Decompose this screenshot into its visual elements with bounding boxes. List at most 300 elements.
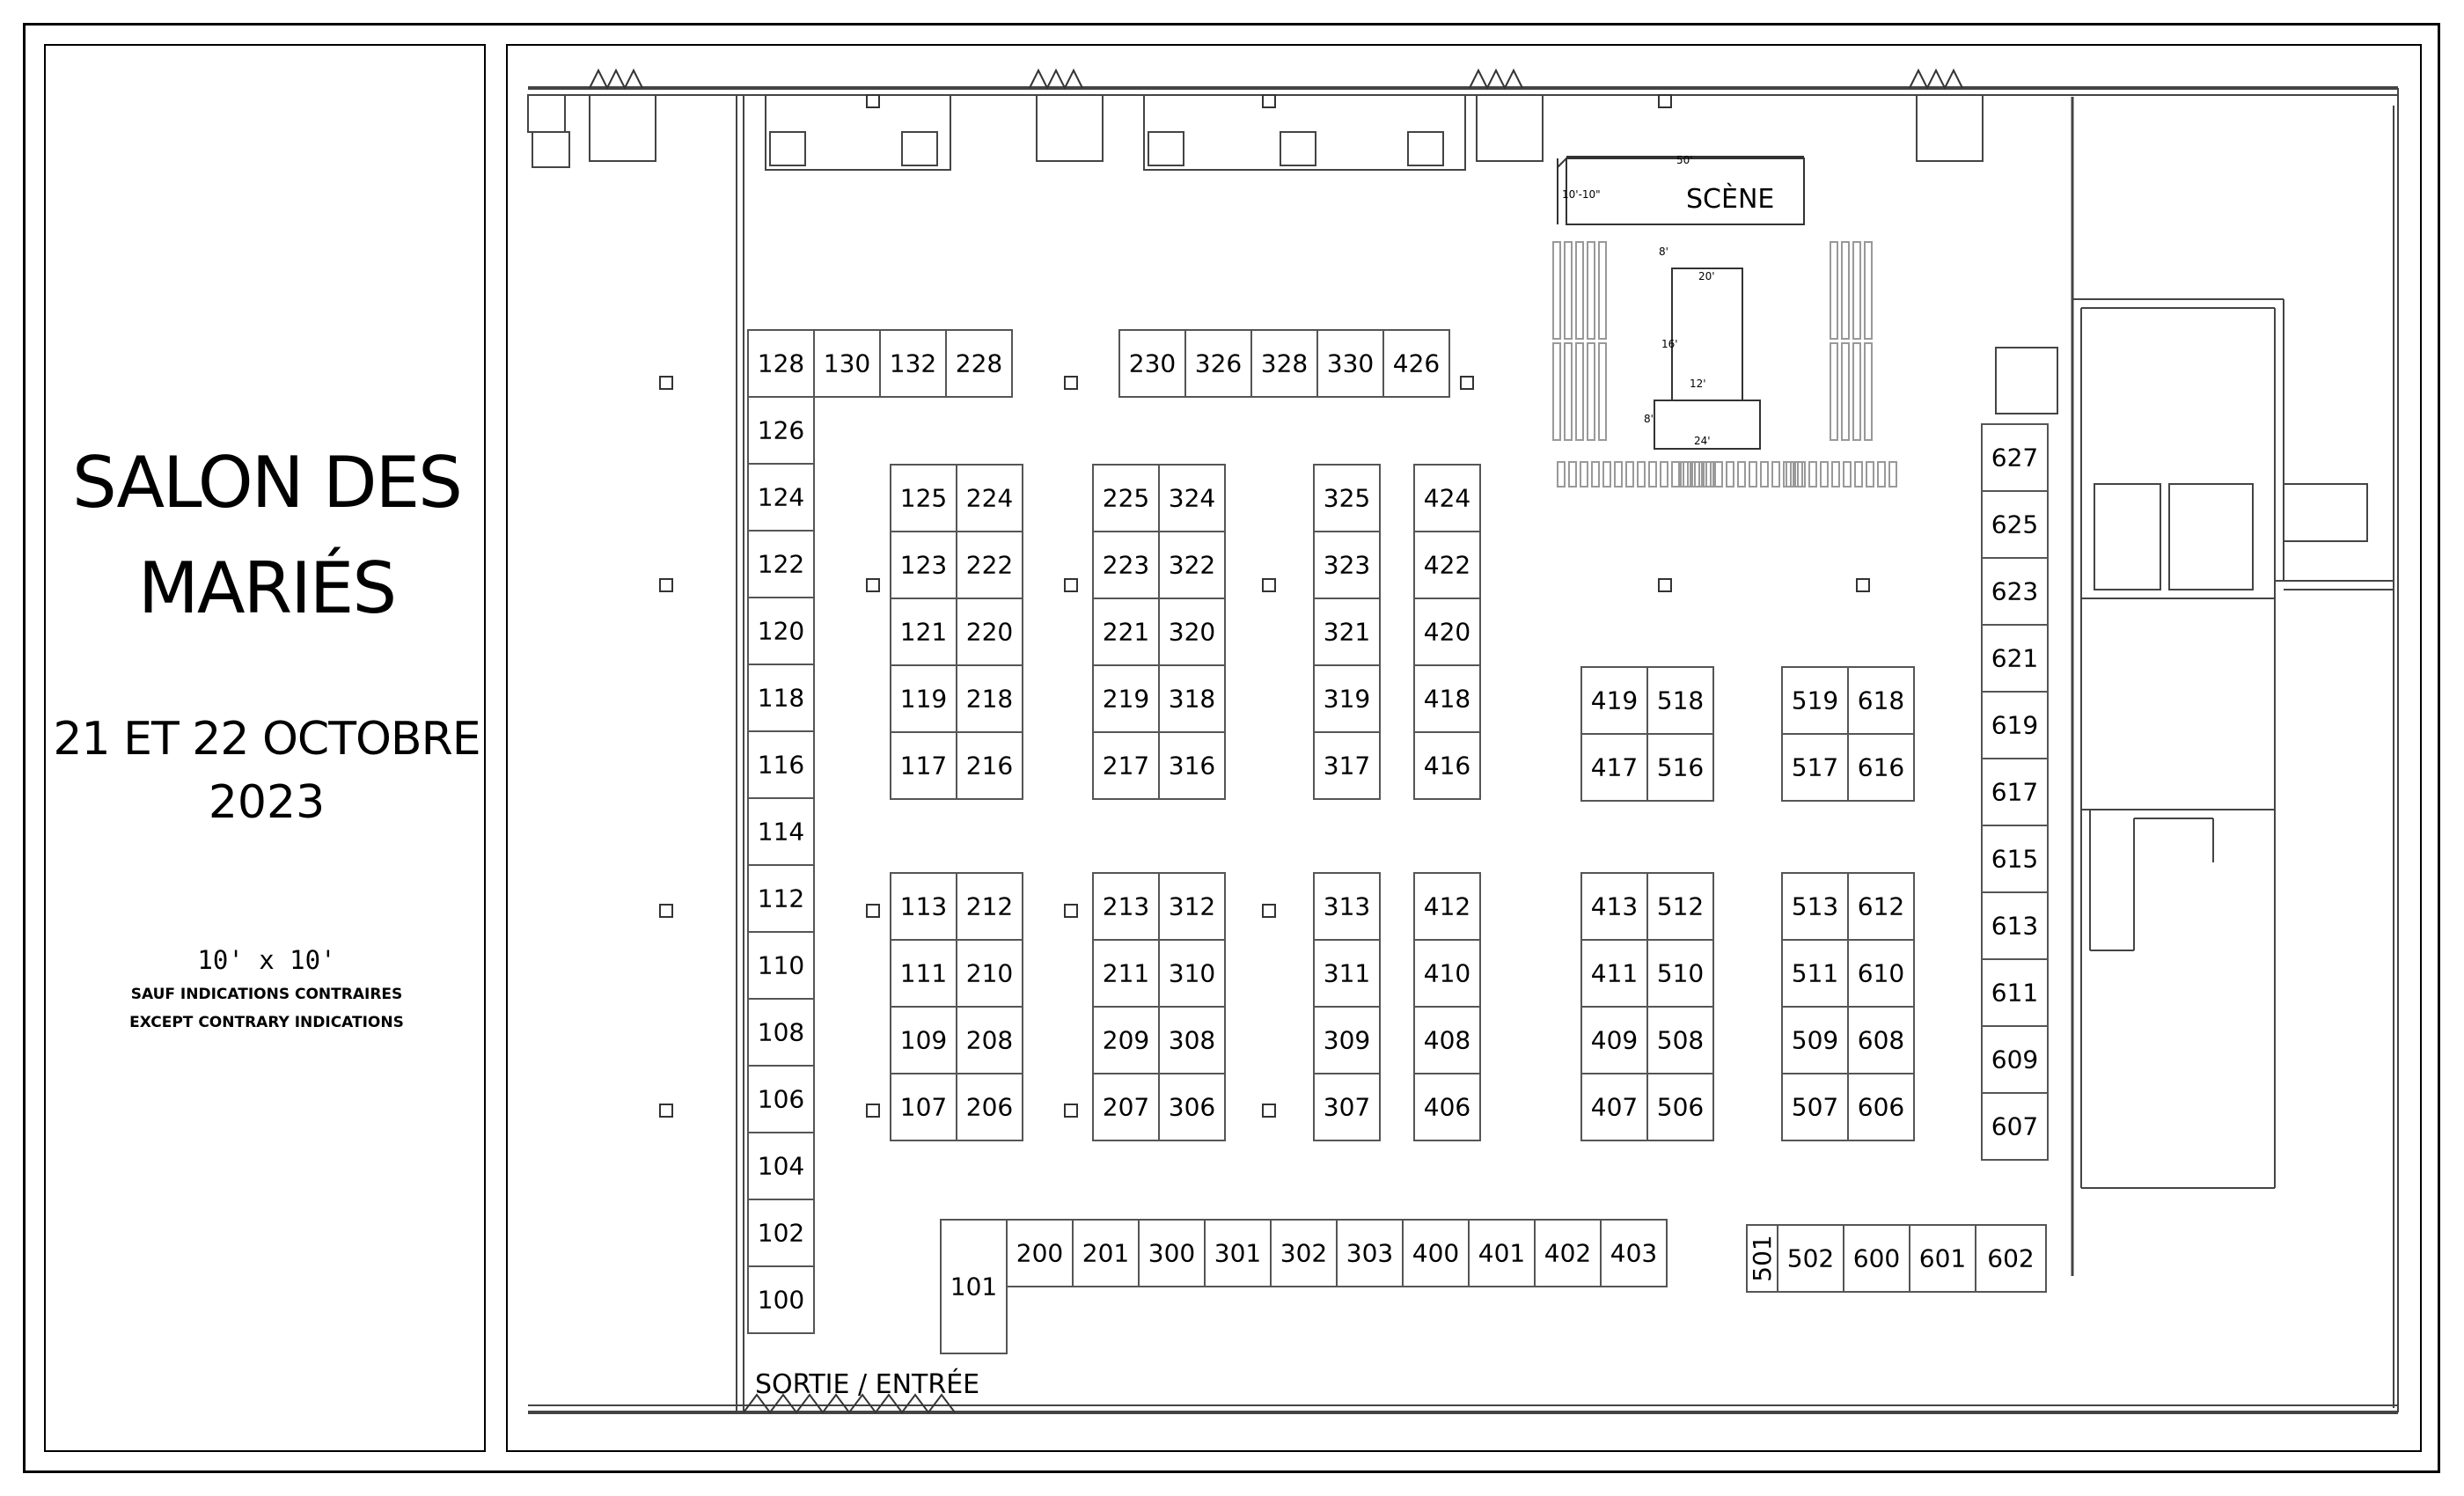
booth-number: 420 (1423, 617, 1471, 647)
chair-row (1727, 462, 1734, 487)
booth-number: 303 (1346, 1238, 1394, 1268)
booth-218[interactable] (957, 665, 1023, 732)
booth-426[interactable] (1383, 330, 1449, 397)
chair-row (1565, 242, 1572, 339)
booth-619[interactable] (1982, 692, 2048, 759)
booth-number: 607 (1991, 1111, 2039, 1141)
booth-number: 616 (1857, 752, 1905, 782)
chair-row (1761, 462, 1768, 487)
booth-114[interactable] (748, 798, 814, 865)
booth-323[interactable] (1314, 532, 1380, 598)
booth-310[interactable] (1159, 940, 1225, 1007)
booth-422[interactable] (1414, 532, 1480, 598)
booth-number: 513 (1791, 891, 1839, 921)
chair-row (1855, 462, 1862, 487)
booth-number: 108 (757, 1017, 805, 1047)
booth-217[interactable] (1093, 732, 1159, 799)
chair-row (1553, 343, 1560, 440)
booth-number: 206 (965, 1092, 1014, 1122)
booth-number: 117 (899, 751, 948, 781)
booth-119[interactable] (891, 665, 957, 732)
booth-number: 116 (757, 750, 805, 780)
booth-number: 122 (757, 549, 805, 579)
booth-419[interactable] (1581, 667, 1647, 734)
booth-126[interactable] (748, 397, 814, 464)
booth-number: 201 (1082, 1238, 1130, 1268)
booth-number: 412 (1423, 891, 1471, 921)
booth-number: 322 (1168, 550, 1216, 580)
booth-328[interactable] (1251, 330, 1317, 397)
booth-number: 111 (899, 958, 948, 988)
booth-number: 100 (757, 1285, 805, 1315)
booth-330[interactable] (1317, 330, 1383, 397)
booth-210[interactable] (957, 940, 1023, 1007)
booth-number: 517 (1791, 752, 1839, 782)
booth-211[interactable] (1093, 940, 1159, 1007)
booth-number: 224 (965, 483, 1014, 513)
booth-number: 402 (1544, 1238, 1592, 1268)
booth-number: 621 (1991, 643, 2039, 673)
stage-area (1553, 154, 1896, 487)
booth-201[interactable] (1073, 1220, 1139, 1287)
chair-row (1565, 343, 1572, 440)
chair-row (1576, 343, 1583, 440)
booth-number: 128 (757, 348, 805, 378)
booth-number: 410 (1423, 958, 1471, 988)
booth-219[interactable] (1093, 665, 1159, 732)
booth-number: 230 (1128, 348, 1177, 378)
booth-number: 228 (955, 348, 1003, 378)
chair-row (1603, 462, 1610, 487)
booth-615[interactable] (1982, 825, 2048, 892)
booth-222[interactable] (957, 532, 1023, 598)
booth-124[interactable] (748, 464, 814, 531)
booth-407[interactable] (1581, 1074, 1647, 1140)
dim-24ft: 24' (1694, 435, 1711, 447)
booth-101[interactable] (941, 1220, 1007, 1353)
dim-8ft-b: 8' (1644, 413, 1654, 425)
booth-number: 612 (1857, 891, 1905, 921)
booth-411[interactable] (1581, 940, 1647, 1007)
booth-313[interactable] (1314, 873, 1380, 940)
booth-625[interactable] (1982, 491, 2048, 558)
booth-number: 611 (1991, 978, 2039, 1008)
booth-216[interactable] (957, 732, 1023, 799)
booth-number: 403 (1610, 1238, 1658, 1268)
booth-number: 119 (899, 684, 948, 714)
booth-517[interactable] (1782, 734, 1848, 801)
booth-420[interactable] (1414, 598, 1480, 665)
event-dates-line2: 2023 (208, 776, 326, 829)
chair-row (1842, 242, 1849, 339)
booth-220[interactable] (957, 598, 1023, 665)
booth-228[interactable] (946, 330, 1012, 397)
booth-223[interactable] (1093, 532, 1159, 598)
booth-number: 213 (1102, 891, 1150, 921)
chair-row (1592, 462, 1599, 487)
event-title-line2: MARIÉS (137, 547, 396, 629)
booth-113[interactable] (891, 873, 957, 940)
dim-stage-depth: 10'-10" (1562, 188, 1601, 201)
booth-number: 125 (899, 483, 948, 513)
booth-number: 600 (1852, 1243, 1901, 1273)
booth-number: 130 (823, 348, 871, 378)
booth-319[interactable] (1314, 665, 1380, 732)
booth-number: 118 (757, 683, 805, 713)
booth-107[interactable] (891, 1074, 957, 1140)
booth-128[interactable] (748, 330, 814, 397)
booth-324[interactable] (1159, 465, 1225, 532)
booth-312[interactable] (1159, 873, 1225, 940)
chair-row (1853, 343, 1860, 440)
booth-number: 104 (757, 1151, 805, 1181)
booth-424[interactable] (1414, 465, 1480, 532)
booth-509[interactable] (1782, 1007, 1848, 1074)
booth-number: 216 (965, 751, 1014, 781)
booth-number: 211 (1102, 958, 1150, 988)
booth-number: 200 (1016, 1238, 1064, 1268)
chair-row (1615, 462, 1622, 487)
booth-325[interactable] (1314, 465, 1380, 532)
booth-number: 320 (1168, 617, 1216, 647)
booth-613[interactable] (1982, 892, 2048, 959)
booth-112[interactable] (748, 865, 814, 932)
booth-number: 324 (1168, 483, 1216, 513)
booth-303[interactable] (1337, 1220, 1403, 1287)
booth-number: 406 (1423, 1092, 1471, 1122)
booth-number: 613 (1991, 911, 2039, 941)
booth-number: 318 (1168, 684, 1216, 714)
booth-number: 106 (757, 1084, 805, 1114)
chair-row (1853, 242, 1860, 339)
exit-label: SORTIE / ENTRÉE (755, 1369, 980, 1400)
booth-number: 114 (757, 817, 805, 847)
booth-number: 426 (1392, 348, 1441, 378)
booth-618[interactable] (1848, 667, 1914, 734)
booth-number: 132 (889, 348, 937, 378)
booth-413[interactable] (1581, 873, 1647, 940)
booth-number: 328 (1260, 348, 1309, 378)
booth-number: 308 (1168, 1025, 1216, 1055)
booth-516[interactable] (1647, 734, 1713, 801)
booth-412[interactable] (1414, 873, 1480, 940)
booth-number: 212 (965, 891, 1014, 921)
booth-409[interactable] (1581, 1007, 1647, 1074)
booth-611[interactable] (1982, 959, 2048, 1026)
chair-row (1599, 343, 1606, 440)
chair-row (1558, 462, 1565, 487)
booth-519[interactable] (1782, 667, 1848, 734)
booth-number: 101 (950, 1272, 998, 1302)
booth-number: 121 (899, 617, 948, 647)
booth-100[interactable] (748, 1266, 814, 1333)
chair-row (1580, 462, 1588, 487)
booth-number: 627 (1991, 443, 2039, 473)
booth-number: 209 (1102, 1025, 1150, 1055)
booth-322[interactable] (1159, 532, 1225, 598)
booth-number: 512 (1656, 891, 1705, 921)
booth-number: 602 (1987, 1243, 2035, 1273)
booth-number: 618 (1857, 686, 1905, 715)
booth-123[interactable] (891, 532, 957, 598)
booth-224[interactable] (957, 465, 1023, 532)
chair-row (1832, 462, 1839, 487)
booth-number: 325 (1323, 483, 1371, 513)
booth-321[interactable] (1314, 598, 1380, 665)
booth-513[interactable] (1782, 873, 1848, 940)
chair-row (1553, 242, 1560, 339)
booth-number: 311 (1323, 958, 1371, 988)
booth-number: 301 (1214, 1238, 1262, 1268)
dim-20ft: 20' (1698, 270, 1715, 282)
booth-418[interactable] (1414, 665, 1480, 732)
booth-609[interactable] (1982, 1026, 2048, 1093)
booth-403[interactable] (1601, 1220, 1667, 1287)
booth-number: 409 (1590, 1025, 1639, 1055)
chair-row (1569, 462, 1576, 487)
booth-512[interactable] (1647, 873, 1713, 940)
booth-number: 411 (1590, 958, 1639, 988)
booth-number: 518 (1656, 686, 1705, 715)
booth-317[interactable] (1314, 732, 1380, 799)
stage-label: SCÈNE (1686, 184, 1775, 215)
booth-number: 408 (1423, 1025, 1471, 1055)
booth-number: 606 (1857, 1092, 1905, 1122)
booth-number: 617 (1991, 777, 2039, 807)
chair-row (1842, 343, 1849, 440)
booth-612[interactable] (1848, 873, 1914, 940)
booth-111[interactable] (891, 940, 957, 1007)
booth-132[interactable] (880, 330, 946, 397)
booth-326[interactable] (1185, 330, 1251, 397)
booth-number: 323 (1323, 550, 1371, 580)
booth-number: 321 (1323, 617, 1371, 647)
booth-number: 625 (1991, 510, 2039, 539)
booth-number: 317 (1323, 751, 1371, 781)
booth-number: 413 (1590, 891, 1639, 921)
booth-309[interactable] (1314, 1007, 1380, 1074)
booth-number: 222 (965, 550, 1014, 580)
booth-118[interactable] (748, 664, 814, 731)
booth-207[interactable] (1093, 1074, 1159, 1140)
booth-221[interactable] (1093, 598, 1159, 665)
booth-grid (748, 330, 2048, 1353)
booth-number: 112 (757, 884, 805, 913)
chair-row (1866, 462, 1874, 487)
booth-508[interactable] (1647, 1007, 1713, 1074)
chair-row (1821, 462, 1828, 487)
booth-number: 124 (757, 482, 805, 512)
booth-106[interactable] (748, 1066, 814, 1133)
booth-number: 217 (1102, 751, 1150, 781)
booth-117[interactable] (891, 732, 957, 799)
booth-number: 207 (1102, 1092, 1150, 1122)
booth-400[interactable] (1403, 1220, 1469, 1287)
booth-318[interactable] (1159, 665, 1225, 732)
booth-number: 312 (1168, 891, 1216, 921)
booth-320[interactable] (1159, 598, 1225, 665)
dim-16ft: 16' (1661, 338, 1678, 350)
booth-number: 619 (1991, 710, 2039, 740)
chair-row (1749, 462, 1756, 487)
booth-116[interactable] (748, 731, 814, 798)
booth-600[interactable] (1844, 1225, 1910, 1292)
audience-seating (1553, 242, 1896, 487)
booth-number: 608 (1857, 1025, 1905, 1055)
booth-number: 316 (1168, 751, 1216, 781)
booth-209[interactable] (1093, 1007, 1159, 1074)
chair-row (1830, 242, 1837, 339)
booth-206[interactable] (957, 1074, 1023, 1140)
booth-230[interactable] (1119, 330, 1185, 397)
booth-417[interactable] (1581, 734, 1647, 801)
booth-number: 424 (1423, 483, 1471, 513)
booth-608[interactable] (1848, 1007, 1914, 1074)
booth-number: 401 (1478, 1238, 1526, 1268)
chair-row (1599, 242, 1606, 339)
chair-row (1588, 242, 1595, 339)
booth-518[interactable] (1647, 667, 1713, 734)
booth-213[interactable] (1093, 873, 1159, 940)
booth-301[interactable] (1205, 1220, 1271, 1287)
booth-406[interactable] (1414, 1074, 1480, 1140)
booth-number: 120 (757, 616, 805, 646)
booth-621[interactable] (1982, 625, 2048, 692)
booth-number: 326 (1194, 348, 1243, 378)
booth-number: 417 (1590, 752, 1639, 782)
floorplan (506, 44, 2422, 1452)
booth-number: 400 (1412, 1238, 1460, 1268)
booth-601[interactable] (1910, 1225, 1976, 1292)
event-dates-line1: 21 ET 22 OCTOBRE (53, 713, 480, 766)
booth-212[interactable] (957, 873, 1023, 940)
booth-316[interactable] (1159, 732, 1225, 799)
booth-number: 126 (757, 415, 805, 445)
chair-row (1715, 462, 1722, 487)
booth-102[interactable] (748, 1199, 814, 1266)
booth-402[interactable] (1535, 1220, 1601, 1287)
chair-row (1576, 242, 1583, 339)
booth-200[interactable] (1007, 1220, 1073, 1287)
chair-row (1772, 462, 1779, 487)
booth-308[interactable] (1159, 1007, 1225, 1074)
booth-311[interactable] (1314, 940, 1380, 1007)
note-french: SAUF INDICATIONS CONTRAIRES (130, 986, 403, 1003)
chair-row (1878, 462, 1885, 487)
booth-302[interactable] (1271, 1220, 1337, 1287)
chair-row (1889, 462, 1896, 487)
chair-row (1588, 343, 1595, 440)
booth-506[interactable] (1647, 1074, 1713, 1140)
info-panel (44, 44, 486, 1452)
booth-617[interactable] (1982, 759, 2048, 825)
booth-125[interactable] (891, 465, 957, 532)
booth-number: 220 (965, 617, 1014, 647)
booth-501[interactable] (1747, 1225, 1778, 1292)
booth-502[interactable] (1778, 1225, 1844, 1292)
note-english: EXCEPT CONTRARY INDICATIONS (129, 1014, 404, 1031)
booth-number: 302 (1280, 1238, 1328, 1268)
booth-108[interactable] (748, 999, 814, 1066)
booth-number: 307 (1323, 1092, 1371, 1122)
booth-number: 223 (1102, 550, 1150, 580)
booth-511[interactable] (1782, 940, 1848, 1007)
booth-510[interactable] (1647, 940, 1713, 1007)
booth-130[interactable] (814, 330, 880, 397)
booth-307[interactable] (1314, 1074, 1380, 1140)
booth-623[interactable] (1982, 558, 2048, 625)
booth-number: 219 (1102, 684, 1150, 714)
booth-416[interactable] (1414, 732, 1480, 799)
booth-410[interactable] (1414, 940, 1480, 1007)
booth-number: 210 (965, 958, 1014, 988)
booth-408[interactable] (1414, 1007, 1480, 1074)
dim-12ft: 12' (1690, 378, 1706, 390)
booth-number: 502 (1786, 1243, 1835, 1273)
booth-number: 310 (1168, 958, 1216, 988)
booth-number: 109 (899, 1025, 948, 1055)
booth-number: 516 (1656, 752, 1705, 782)
booth-number: 113 (899, 891, 948, 921)
dim-8ft-a: 8' (1659, 246, 1668, 258)
booth-602[interactable] (1976, 1225, 2046, 1292)
booth-number: 501 (1748, 1235, 1777, 1282)
booth-number: 306 (1168, 1092, 1216, 1122)
chair-row (1844, 462, 1851, 487)
booth-number: 313 (1323, 891, 1371, 921)
booth-number: 225 (1102, 483, 1150, 513)
chair-row (1649, 462, 1656, 487)
booth-306[interactable] (1159, 1074, 1225, 1140)
booth-507[interactable] (1782, 1074, 1848, 1140)
chair-row (1638, 462, 1645, 487)
booth-number: 615 (1991, 844, 2039, 874)
booth-122[interactable] (748, 531, 814, 598)
booth-number: 507 (1791, 1092, 1839, 1122)
chair-row (1738, 462, 1745, 487)
booth-number: 208 (965, 1025, 1014, 1055)
booth-109[interactable] (891, 1007, 957, 1074)
booth-number: 511 (1791, 958, 1839, 988)
booth-104[interactable] (748, 1133, 814, 1199)
booth-121[interactable] (891, 598, 957, 665)
booth-208[interactable] (957, 1007, 1023, 1074)
booth-number: 110 (757, 950, 805, 980)
booth-606[interactable] (1848, 1074, 1914, 1140)
booth-616[interactable] (1848, 734, 1914, 801)
booth-number: 506 (1656, 1092, 1705, 1122)
booth-401[interactable] (1469, 1220, 1535, 1287)
booth-number: 107 (899, 1092, 948, 1122)
booth-number: 330 (1326, 348, 1375, 378)
booth-number: 218 (965, 684, 1014, 714)
booth-110[interactable] (748, 932, 814, 999)
booth-number: 601 (1918, 1243, 1967, 1273)
booth-number: 510 (1656, 958, 1705, 988)
booth-number: 416 (1423, 751, 1471, 781)
booth-number: 300 (1148, 1238, 1196, 1268)
booth-300[interactable] (1139, 1220, 1205, 1287)
booth-607[interactable] (1982, 1093, 2048, 1160)
booth-225[interactable] (1093, 465, 1159, 532)
booth-610[interactable] (1848, 940, 1914, 1007)
chair-row (1809, 462, 1816, 487)
booth-627[interactable] (1982, 424, 2048, 491)
booth-120[interactable] (748, 598, 814, 664)
chair-row (1865, 343, 1872, 440)
booth-number: 418 (1423, 684, 1471, 714)
booth-number: 309 (1323, 1025, 1371, 1055)
